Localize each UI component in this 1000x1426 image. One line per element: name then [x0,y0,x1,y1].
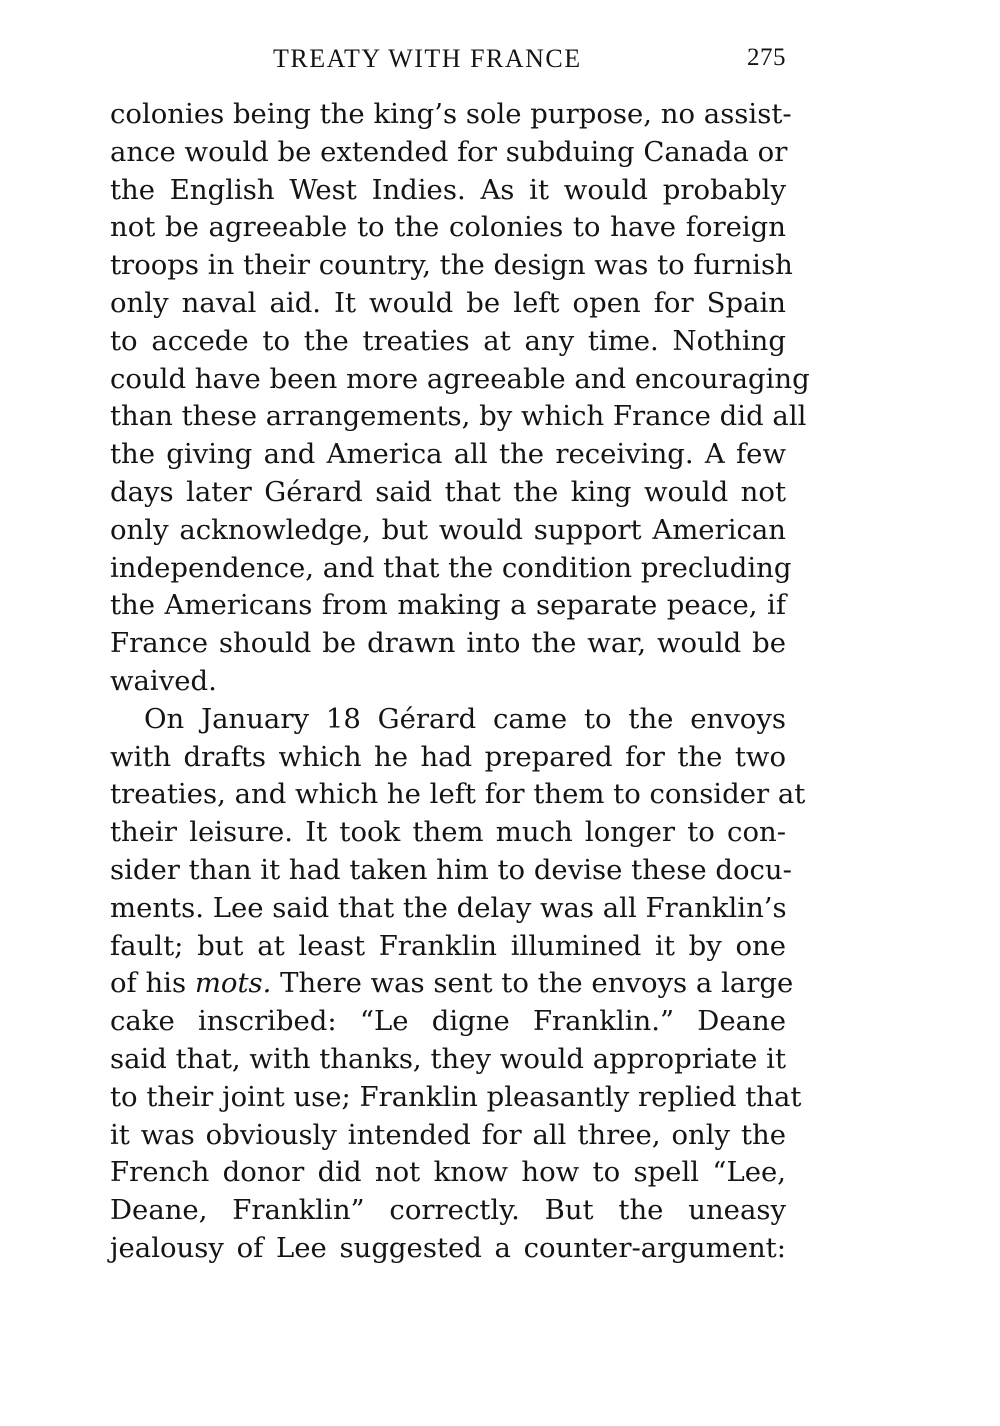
text-line: not be agreeable to the colonies to have foreign [110,211,786,244]
text-line: than these arrangements, by which France did all [110,400,807,433]
text-line: France should be drawn into the war, would be [110,627,786,660]
text-line: colonies being the king’s sole purpose, no assist- [110,98,792,130]
text-line: independence, and that the condition precluding [110,551,792,584]
paragraph-1 [110,96,810,701]
text-line: sider than it had taken him to devise these docu- [110,853,792,886]
text-line: ments. Lee said that the delay was all Franklin’s [110,891,787,924]
text-line: said that, with thanks, they would appropriate it [110,1042,786,1075]
text-line: On January 18 Gérard came to the envoys [144,702,786,735]
text-line: their leisure. It took them much longer to con- [110,816,786,849]
text-line: treaties, and which he left for them to consider at [110,778,806,811]
text-line: only acknowledge, but would support American [110,513,786,546]
text-line: the Americans from making a separate peace, if [110,589,786,622]
body-text [110,96,810,1268]
text-line: the giving and America all the receiving. A few [110,438,786,471]
text-line: waived. [110,664,217,697]
text-run: There was sent to the envoys a large [271,967,794,1000]
text-line: with drafts which he had prepared for the two [110,740,786,773]
text-line: it was obviously intended for all three, only the [110,1118,786,1151]
page-number: 275 [747,44,786,71]
text-line: jealousy of Lee suggested a counter-argument: [110,1231,786,1264]
text-line: days later Gérard said that the king would not [110,475,786,508]
text-line: only naval aid. It would be left open for Spain [110,286,786,319]
text-line: to their joint use; Franklin pleasantly replied that [110,1080,802,1113]
text-run: of his [110,967,195,1000]
text-line-with-italic [110,965,794,1003]
running-head [110,44,786,80]
text-line: ance would be extended for subduing Canada or [110,135,788,168]
paragraph-2 [110,701,806,1268]
running-head-title: TREATY WITH FRANCE [273,44,582,73]
text-line: fault; but at least Franklin illumined it by one [110,929,786,962]
text-line: Deane, Franklin” correctly. But the uneasy [110,1194,786,1227]
text-line: to accede to the treaties at any time. Nothing [110,324,786,357]
text-line: cake inscribed: “Le digne Franklin.” Deane [110,1005,786,1038]
text-line: troops in their country, the design was to furnish [110,249,793,282]
text-line: the English West Indies. As it would probably [110,173,786,206]
italic-word: mots. [194,967,272,1000]
text-line: French donor did not know how to spell “Lee, [110,1156,786,1189]
text-line: could have been more agreeable and encouraging [110,362,810,395]
